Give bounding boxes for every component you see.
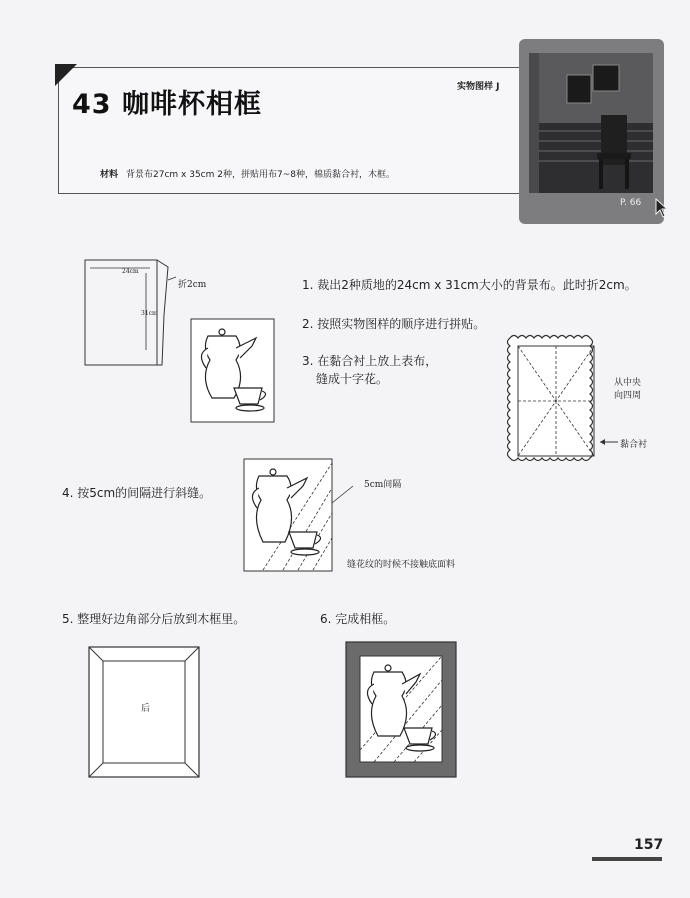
- step-2: 2. 按照实物图样的顺序进行拼贴。: [302, 317, 486, 331]
- footer-rule: [592, 857, 662, 861]
- step-3-line2: 缝成十字花。: [316, 372, 389, 386]
- room-photo-illustration: [529, 53, 653, 193]
- width-label: 24cm: [122, 268, 139, 275]
- materials-line: [100, 167, 395, 180]
- materials-text: 背景布27cm x 35cm 2种，拼贴用布7~8种，棉质黏合衬，木框。: [126, 170, 395, 180]
- height-label: 31cm: [141, 310, 158, 317]
- step-3-line1: 3. 在黏合衬上放上表布，: [302, 354, 438, 368]
- interfacing-note: 黏合衬: [620, 440, 648, 450]
- spacing-note: 5cm间隔: [364, 480, 402, 490]
- stitch-note: 缝花纹的时候不接触底面料: [347, 560, 456, 570]
- teapot-applique-diagram: [190, 318, 275, 423]
- from-center-note-2: 向四周: [614, 391, 642, 401]
- fold-label: 折2cm: [178, 280, 207, 290]
- cursor-icon: [656, 199, 672, 219]
- diagonal-stitch-diagram: [243, 458, 358, 573]
- step-6: 6. 完成相框。: [320, 612, 396, 626]
- step-1: 1. 裁出2种质地的24cm x 31cm大小的背景布。此时折2cm。: [302, 278, 637, 292]
- step-5: 5. 整理好边角部分后放到木框里。: [62, 612, 246, 626]
- interfacing-diagram: [502, 332, 607, 472]
- materials-label: 材料: [100, 170, 119, 180]
- back-label: 后: [141, 704, 151, 714]
- page-title: 43 咖啡杯相框: [72, 89, 262, 120]
- interfacing-arrow: [600, 439, 620, 445]
- photo-reference: 实物图样 J: [457, 82, 500, 92]
- step-4: 4. 按5cm的间隔进行斜缝。: [62, 486, 212, 500]
- page-number: 157: [634, 837, 664, 853]
- room-photo: [529, 53, 653, 193]
- photo-page-ref: P. 66: [620, 198, 642, 208]
- finished-frame-diagram: [344, 640, 459, 780]
- from-center-note-1: 从中央: [614, 378, 642, 388]
